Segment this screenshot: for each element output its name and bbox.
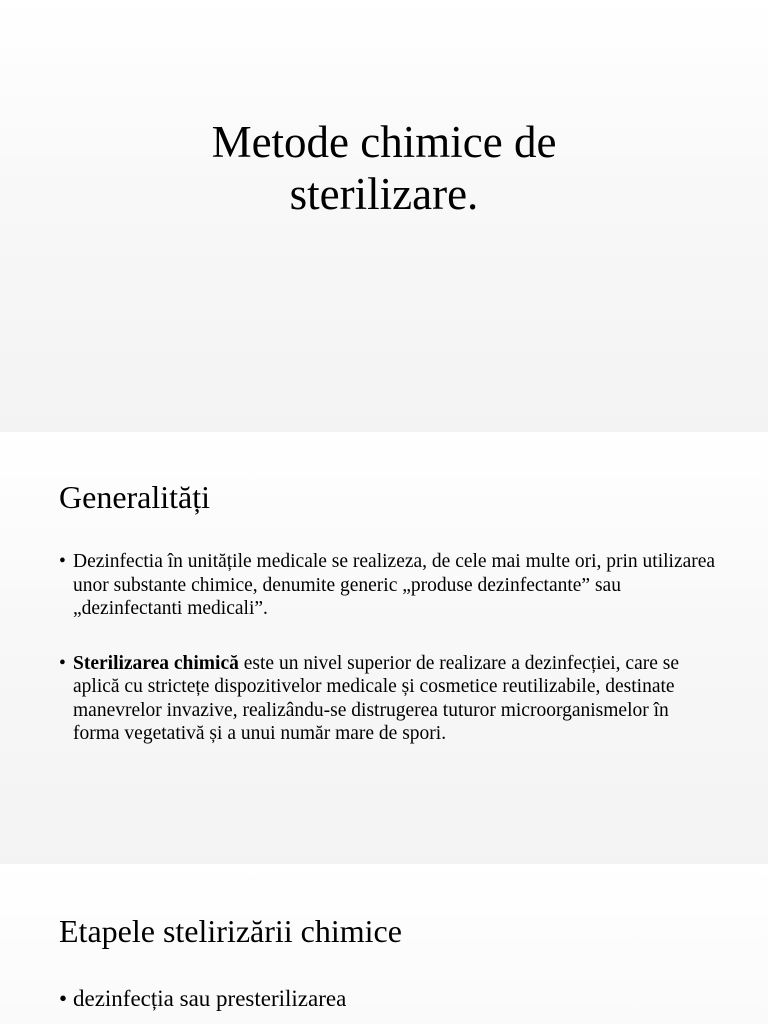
bullet-list bbox=[59, 984, 719, 1014]
slide-etapele bbox=[0, 864, 768, 1024]
title-line: Metode chimice de bbox=[211, 117, 557, 167]
slide-heading: Etapele stelirizării chimice bbox=[59, 913, 402, 949]
presentation-title bbox=[0, 116, 768, 220]
slide-heading: Generalități bbox=[59, 479, 211, 515]
slide-title bbox=[0, 0, 768, 432]
bullet-text: este un nivel superior de realizare a dezinfecției, care se aplică cu strictețe dispozitivelor medicale și cosmetice reutilizabile, destinate manevrelor invazive, realizându-se distrugerea tuturor microorganismelor în forma vegetativă și a unui număr mare de spori. bbox=[73, 652, 680, 744]
slide-generalitati bbox=[0, 432, 768, 864]
title-line: sterilizare. bbox=[289, 169, 479, 219]
bullet-icon: • bbox=[59, 986, 68, 1011]
bullet-item bbox=[59, 984, 719, 1014]
bullet-icon: • bbox=[59, 652, 66, 674]
bullet-text: Dezinfectia în unitățile medicale se realizeza, de cele mai multe ori, prin utilizarea unor substante chimice, denumite generic „produse dezinfectante” sau „dezinfectanti medicali”. bbox=[73, 551, 716, 619]
bullet-item bbox=[59, 550, 719, 621]
bullet-list bbox=[59, 550, 719, 746]
bullet-bold-text: Sterilizarea chimică bbox=[73, 652, 239, 674]
bullet-item bbox=[59, 652, 719, 746]
bullet-icon: • bbox=[59, 551, 66, 572]
bullet-text: dezinfecția sau presterilizarea bbox=[73, 986, 347, 1011]
